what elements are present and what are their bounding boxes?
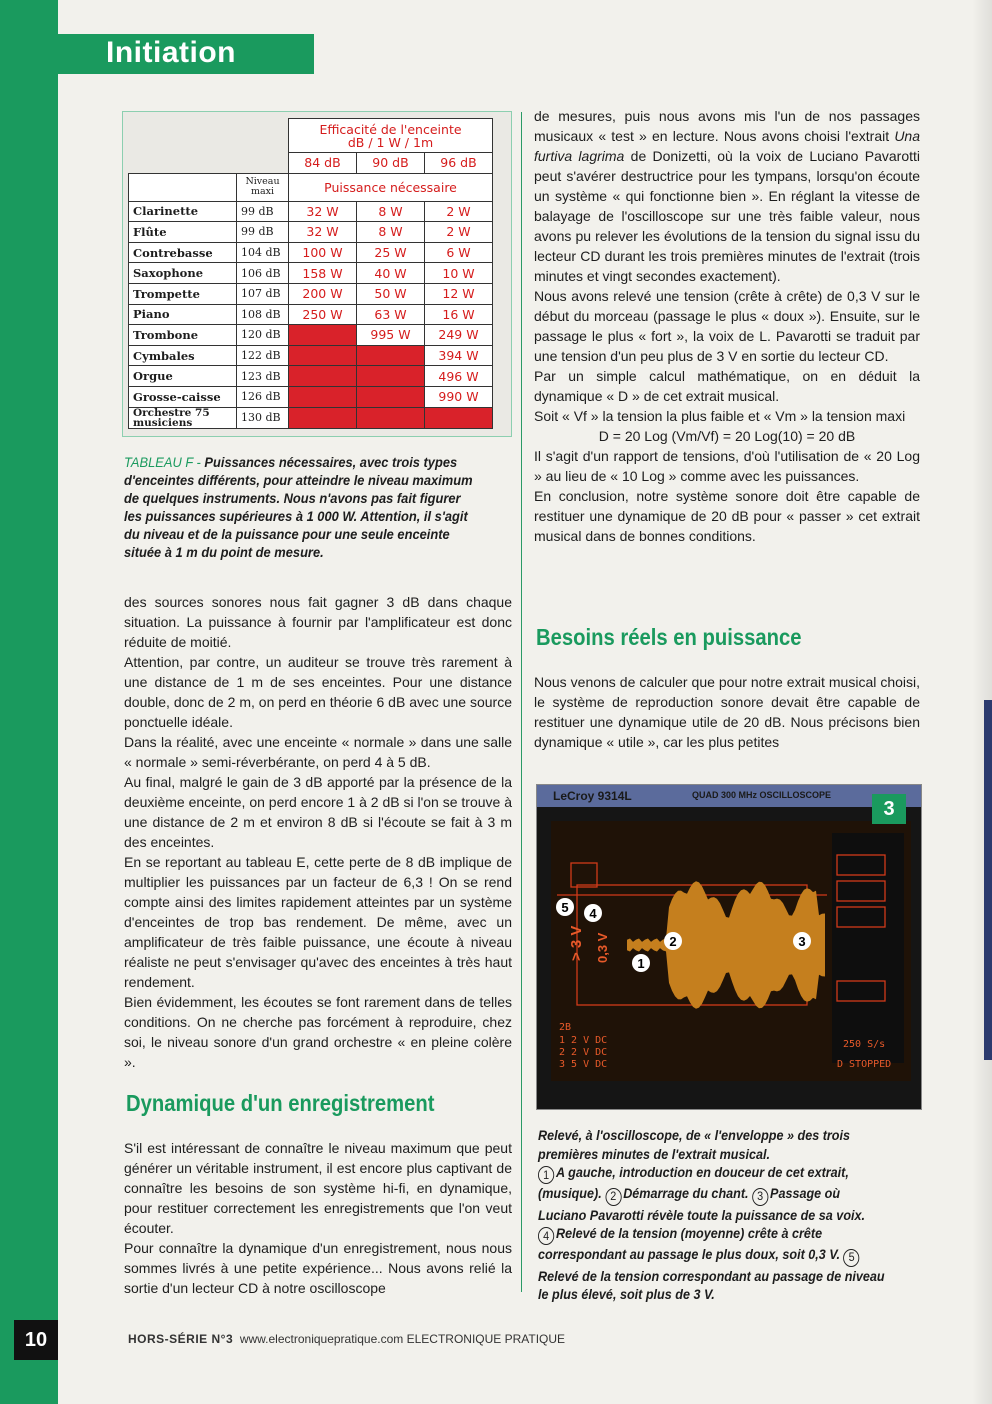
level-header: Niveau maxi <box>237 173 289 201</box>
table-row <box>129 407 493 428</box>
figure-number-badge: 3 <box>872 794 906 824</box>
eff-90: 90 dB <box>357 153 425 174</box>
marker-3: 3 <box>798 934 806 949</box>
svg-text:250 S/s: 250 S/s <box>843 1039 886 1050</box>
paragraph: Nous avons relevé une tension (crête à crête) de 0,3 V sur le début du morceau (passage le plus « doux »). Ensuite, sur le passage le plus « fort », la voix de L. Pavarotti se traduit par une tension d'un peu plus de 3 V en sortie du lecteur CD. <box>534 288 920 364</box>
oscilloscope-header: LeCroy 9314L QUAD 300 MHz OSCILLOSCOPE <box>537 785 921 807</box>
power-96-cell: 249 W <box>425 325 493 346</box>
svg-text:3 5 V DC: 3 5 V DC <box>559 1059 608 1070</box>
paragraph: Nous venons de calculer que pour notre extrait musical choisi, le système de reproduction sonore devait être capable de restituer une dynamique utile de 20 dB. Nous précisons bien dynamique « utile », car les plus petites <box>534 674 920 750</box>
level-cell: 99 dB <box>237 201 289 222</box>
level-cell: 122 dB <box>237 345 289 366</box>
instrument-cell: Clarinette <box>129 201 237 222</box>
right-column-text <box>534 106 920 546</box>
power-90-cell: 63 W <box>357 304 425 325</box>
instrument-cell: Flûte <box>129 222 237 243</box>
level-cell: 108 dB <box>237 304 289 325</box>
table-row <box>129 366 493 387</box>
instrument-cell: Cymbales <box>129 345 237 366</box>
power-84-cell <box>289 407 357 428</box>
oscilloscope-caption: Relevé, à l'oscilloscope, de « l'enveloppe » des trois premières minutes de l'extrait musical. 1 A gauche, introduction en douceur de cet extrait, (musique). 2 Démarrage du chant. 3 Passage où Luciano Pavarotti révèle toute la puissance de sa voix. 4 Relevé de la tension (moyenne) crête à crête correspondant au passage le plus doux, soit 0,3 V. 5Relevé de la tension correspondant au passage de niveau le plus élevé, soit plus de 3 V. <box>538 1127 885 1302</box>
instrument-cell: Piano <box>129 304 237 325</box>
level-cell: 106 dB <box>237 263 289 284</box>
label-3v: > 3 V <box>568 925 585 961</box>
table-row <box>129 304 493 325</box>
power-90-cell: 50 W <box>357 283 425 304</box>
formula: D = 20 Log (Vm/Vf) = 20 Log(10) = 20 dB <box>598 428 856 444</box>
green-margin-bar <box>0 0 58 1404</box>
power-96-cell: 16 W <box>425 304 493 325</box>
page-number: 10 <box>14 1320 58 1360</box>
paragraph: Soit « Vf » la tension la plus faible et « Vm » la tension maxi <box>534 408 906 424</box>
instrument-cell: Trompette <box>129 283 237 304</box>
level-cell: 126 dB <box>237 386 289 407</box>
table-row <box>129 325 493 346</box>
table-row <box>129 242 493 263</box>
power-90-cell <box>357 345 425 366</box>
edge-tab <box>984 700 992 1060</box>
power-90-cell <box>357 386 425 407</box>
level-cell: 123 dB <box>237 366 289 387</box>
power-90-cell: 8 W <box>357 222 425 243</box>
instrument-cell: Contrebasse <box>129 242 237 263</box>
paragraph: Attention, par contre, un auditeur se trouve très rarement à une distance de 1 m de ses enceintes. Pour une distance double, donc de 2 m, on perd en théorie 6 dB avec une source ponctuelle idéale. <box>124 654 512 730</box>
paragraph: des sources sonores nous fait gagner 3 dB dans chaque situation. La puissance à fournir par l'amplificateur est donc réduite de moitié. <box>124 594 512 650</box>
paragraph: Bien évidemment, les écoutes se font rarement dans de telles conditions. On ne cherche pas forcément à reproduire, chez soi, le niveau sonore d'un grand orchestre « en pleine colère ». <box>124 994 512 1070</box>
power-90-cell: 25 W <box>357 242 425 263</box>
paragraph: Au final, malgré le gain de 3 dB apporté par la présence de la deuxième enceinte, on perd encore 1 à 2 dB si l'on se trouve à une distance de 2 m et environ 8 dB si l'écoute se fait à 3 m des enceintes. <box>124 774 512 850</box>
paragraph: de mesures, puis nous avons mis l'un de nos passages musicaux « test » en lecture. Nous avons choisi l'extrait Una furtiva lagrima de Donizetti, où la voix de Luciano Pavarotti peut s'avérer destructrice pour les tympans, lorsqu'on écoute un système « qui fonctionne bien ». En réglant la vitesse de balayage de l'oscilloscope sur une très faible valeur, nous avons pu relever les évolutions de la tension du signal issu du lecteur CD durant les trois premières minutes de l'extrait (trois minutes et vingt secondes exactement). <box>534 108 920 284</box>
instrument-cell: Orgue <box>129 366 237 387</box>
power-84-cell: 250 W <box>289 304 357 325</box>
power-90-cell: 8 W <box>357 201 425 222</box>
instrument-cell: Orchestre 75 musiciens <box>129 407 237 428</box>
paragraph: Dans la réalité, avec une enceinte « normale » dans une salle « normale » semi-réverbérante, on perd 4 à 5 dB. <box>124 734 512 770</box>
paragraph: Pour connaître la dynamique d'un enregistrement, nous nous sommes livrés à une petite expérience... Nous avons relié la sortie d'un lecteur CD à notre oscilloscope <box>124 1240 512 1296</box>
power-table <box>128 118 493 429</box>
power-96-cell <box>425 407 493 428</box>
svg-text:2B: 2B <box>559 1022 572 1033</box>
paragraph: En conclusion, notre système sonore doit être capable de restituer une dynamique de 20 dB pour « passer » cet extrait musical dans de bonnes conditions. <box>534 488 920 544</box>
left-column-text <box>124 592 512 1072</box>
power-96-cell: 12 W <box>425 283 493 304</box>
power-84-cell: 158 W <box>289 263 357 284</box>
svg-text:2 2 V DC: 2 2 V DC <box>559 1047 608 1058</box>
power-84-cell <box>289 386 357 407</box>
power-96-cell: 2 W <box>425 222 493 243</box>
power-96-cell: 496 W <box>425 366 493 387</box>
power-90-cell <box>357 366 425 387</box>
footer: HORS-SÉRIE N°3 www.electroniquepratique.com ELECTRONIQUE PRATIQUE <box>128 1332 566 1346</box>
heading-besoins: Besoins réels en puissance <box>536 624 802 650</box>
power-84-cell <box>289 345 357 366</box>
power-84-cell: 32 W <box>289 201 357 222</box>
table-caption: TABLEAU F - Puissances nécessaires, avec trois types d'enceintes différents, pour atteindre le niveau maximum de quelques instruments. Nous n'avons pas fait figurer les puissances supérieures à 1 000 W. Attention, il s'agit du niveau et de la puissance pour une seule enceinte située à 1 m du point de mesure. <box>124 454 473 560</box>
level-cell: 104 dB <box>237 242 289 263</box>
paragraph: Il s'agit d'un rapport de tensions, d'où l'utilisation de « 20 Log » au lieu de « 10 Log » comme avec les puissances. <box>534 448 920 484</box>
power-90-cell: 40 W <box>357 263 425 284</box>
eff-96: 96 dB <box>425 153 493 174</box>
power-84-cell: 200 W <box>289 283 357 304</box>
table-row <box>129 263 493 284</box>
column-divider <box>521 112 522 1292</box>
marker-2: 2 <box>669 934 677 949</box>
table-row <box>129 386 493 407</box>
power-96-cell: 10 W <box>425 263 493 284</box>
level-cell: 130 dB <box>237 407 289 428</box>
level-cell: 99 dB <box>237 222 289 243</box>
instrument-cell: Saxophone <box>129 263 237 284</box>
power-96-cell: 990 W <box>425 386 493 407</box>
marker-4: 4 <box>589 906 597 921</box>
heading-dynamique: Dynamique d'un enregistrement <box>126 1090 435 1116</box>
table-row <box>129 283 493 304</box>
table-row <box>129 201 493 222</box>
left-column-text-2 <box>124 1138 512 1298</box>
efficiency-header: Efficacité de l'enceinte dB / 1 W / 1m <box>289 119 493 153</box>
marker-5: 5 <box>561 900 569 915</box>
oscilloscope-screen <box>537 785 922 1110</box>
marker-1: 1 <box>637 956 645 971</box>
label-03v: 0,3 V <box>595 932 610 963</box>
table-row <box>129 345 493 366</box>
eff-84: 84 dB <box>289 153 357 174</box>
power-96-cell: 6 W <box>425 242 493 263</box>
power-84-cell <box>289 325 357 346</box>
power-96-cell: 2 W <box>425 201 493 222</box>
level-cell: 107 dB <box>237 283 289 304</box>
instrument-cell: Grosse-caisse <box>129 386 237 407</box>
power-header: Puissance nécessaire <box>289 173 493 201</box>
svg-text:1 2 V DC: 1 2 V DC <box>559 1035 608 1046</box>
oscilloscope-photo <box>536 784 922 1110</box>
paragraph: En se reportant au tableau E, cette perte de 8 dB implique de multiplier les puissances par un facteur de 6,3 ! On se rend compte ainsi des limites rapidement atteintes par un système d'enceintes de trop bas rendement. De même, avec un amplificateur de très faible puissance, une écoute à niveau réaliste ne peut s'envisager qu'avec des enceintes à très haut rendement. <box>124 854 512 990</box>
level-cell: 120 dB <box>237 325 289 346</box>
paragraph: S'il est intéressant de connaître le niveau maximum que peut générer un véritable instrument, il est encore plus captivant de connaître les besoins de son système hi-fi, en dynamique, pour restituer correctement les enregistrements que l'on veut écouter. <box>124 1140 512 1236</box>
svg-text:D STOPPED: D STOPPED <box>837 1059 892 1070</box>
power-84-cell <box>289 366 357 387</box>
power-90-cell <box>357 407 425 428</box>
instrument-cell: Trombone <box>129 325 237 346</box>
power-96-cell: 394 W <box>425 345 493 366</box>
paragraph: Par un simple calcul mathématique, on en déduit la dynamique « D » de cet extrait musical. <box>534 368 920 404</box>
power-84-cell: 100 W <box>289 242 357 263</box>
right-column-text-2 <box>534 672 920 752</box>
table-row <box>129 222 493 243</box>
power-90-cell: 995 W <box>357 325 425 346</box>
section-title: Initiation <box>106 36 236 69</box>
power-84-cell: 32 W <box>289 222 357 243</box>
